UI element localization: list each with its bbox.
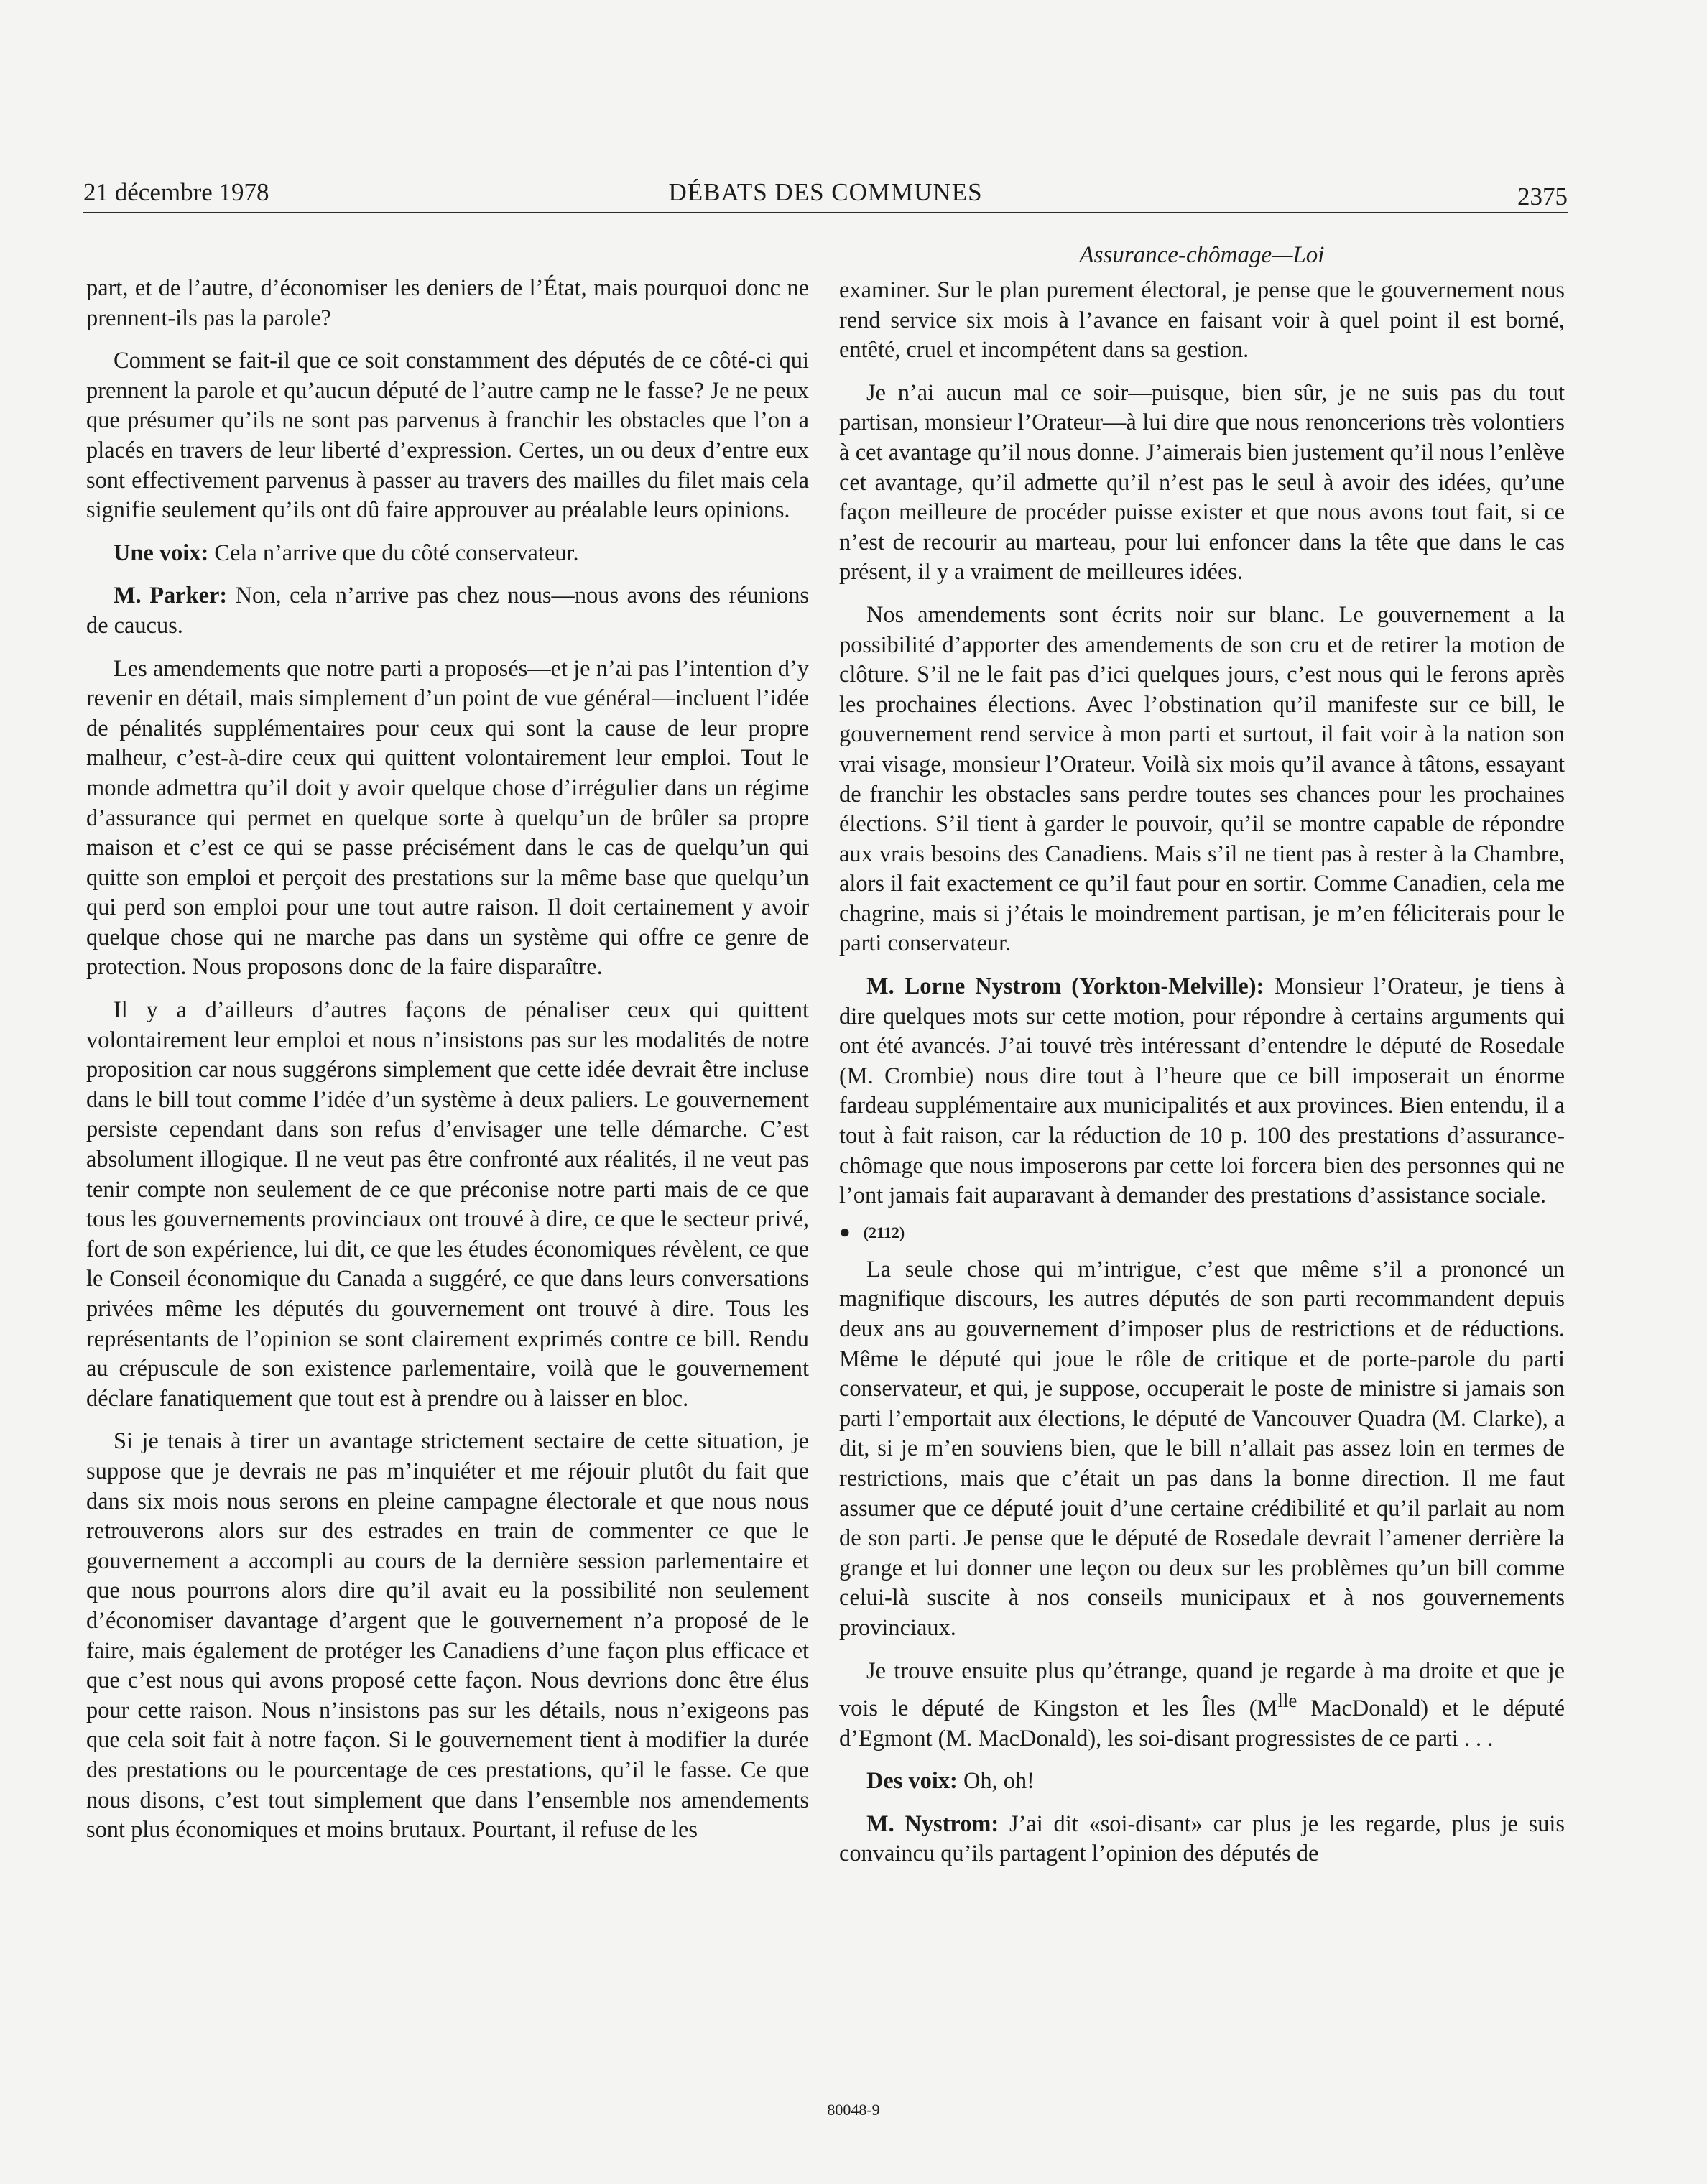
paragraph (839, 1657, 1565, 1754)
running-header (83, 172, 1568, 213)
time-marker (839, 1220, 1565, 1245)
speech-text: Monsieur l’Orateur, je tiens à dire quelques mots sur cette motion, pour répondre à certains arguments qui ont été avancés. J’ai touvé très intéressant d’entendre le député de Rosedale (M. Crombie) nous dire tout à l’heure que ce bill imposerait un énorme fardeau supplémentaire aux municipalités et aux provinces. Bien entendu, il a tout à fait raison, car la réduction de 10 p. 100 des prestations d’assurance-chômage que nous imposerons par cette loi forcera bien des personnes qui ne l’ont jamais fait auparavant à demander des prestations d’assistance sociale. (839, 973, 1565, 1209)
time-marker-text: (2112) (863, 1223, 905, 1241)
speech-text: Non, cela n’arrive pas chez nous—nous avons des réunions de caucus. (86, 583, 809, 639)
paragraph: Comment se fait-il que ce soit constamment des députés de ce côté-ci qui prennent la parole et qu’aucun député de l’autre camp ne le fasse? Je ne peux que présumer qu’ils ne sont pas parvenus à franchir les obstacles que l’on a placés en travers de leur liberté d’expression. Certes, un ou deux d’entre eux sont effectivement parvenus à passer au travers des mailles du filet mais cela signifie seulement qu’ils ont dû faire approuver au préalable leurs opinions. (86, 348, 809, 524)
paragraph: Je n’ai aucun mal ce soir—puisque, bien sûr, je ne suis pas du tout partisan, monsieur l’Orateur—à lui dire que nous renoncerions très volontiers à cet avantage qu’il nous donne. J’aimerais bien justement qu’il nous l’enlève cet avantage, qu’il admette qu’il n’est pas le seul à avoir des idées, qu’une façon meilleure de procéder puisse exister et que nous avons tout fait, si ce n’est de recourir au marteau, pour lui enfoncer dans la tête que dans le cas présent, il y a vraiment de meilleures idées. (839, 379, 1565, 586)
paragraph: examiner. Sur le plan purement électoral, je pense que le gouvernement nous rend service six mois à l’avance en faisant voir à quel point il est borné, entêté, cruel et incompétent dans sa gestion. (839, 277, 1565, 364)
page-number: 2375 (1517, 182, 1568, 210)
speaker-name: Une voix: (114, 540, 209, 566)
speaker-name: M. Lorne Nystrom (Yorkton-Melville): (866, 973, 1264, 1000)
paragraph: Nos amendements sont écrits noir sur blanc. Le gouvernement a la possibilité d’apporter des amendements de son cru et de retirer la motion de clôture. S’il ne le fait pas d’ici quelques jours, c’est nous qui le ferons après les prochaines élections. Avec l’obstination qu’il manifeste sur ce bill, le gouvernement rend service à mon parti et surtout, il fait voir à la nation son vrai visage, monsieur l’Orateur. Voilà six mois qu’il avance à tâtons, essayant de franchir les obstacles sans perdre toutes ses chances pour les prochaines élections. S’il tient à garder le pouvoir, qu’il se montre capable de répondre aux vrais besoins des Canadiens. Mais s’il ne tient pas à rester à la Chambre, alors il fait exactement ce qu’il faut pour en sortir. Comme Canadien, cela me chagrine, mais si j’étais le moindrement partisan, je m’en féliciterais pour le parti conservateur. (839, 601, 1565, 957)
paragraph: Il y a d’ailleurs d’autres façons de pénaliser ceux qui quittent volontairement leur emploi et nous n’insistons pas sur les modalités de notre proposition car nous suggérons simplement que cette idée devrait être incluse dans le bill tout comme l’idée d’un système à deux paliers. Le gouvernement persiste cependant dans son refus d’envisager une telle démarche. C’est absolument illogique. Il ne veut pas être confronté aux réalités, il ne veut pas tenir compte non seulement de ce que préconise notre parti mais de ce que tous les gouvernements provinciaux ont trouvé à dire, ce que le secteur privé, fort de son expérience, lui dit, ce que les études économiques révèlent, ce que le Conseil économique du Canada a suggéré, ce que dans leurs conversations privées même les députés du gouvernement ont trouvé à dire. Tous les représentants de l’opinion se sont clairement exprimés contre ce bill. Rendu au crépuscule de son existence parlementaire, voilà que le gouvernement déclare fanatiquement que tout est à prendre ou à laisser en bloc. (86, 997, 809, 1412)
speaker-name: M. Nystrom: (866, 1810, 999, 1837)
speech-text: Oh, oh! (957, 1768, 1035, 1795)
bullet-icon: ● (839, 1221, 851, 1242)
speech-text: J’ai dit «soi-disant» car plus je les regarde, plus je suis convaincu qu’ils partagent l’opinion des députés de (839, 1810, 1565, 1867)
paragraph: part, et de l’autre, d’économiser les deniers de l’État, mais pourquoi donc ne prennent-ils pas la parole? (86, 275, 809, 331)
speaker-name: M. Parker: (114, 583, 228, 609)
section-title: Assurance-chômage—Loi (1079, 242, 1325, 268)
speaker-name: Des voix: (866, 1768, 958, 1795)
superscript: lle (1277, 1690, 1297, 1712)
speech (839, 1810, 1565, 1869)
speech (86, 539, 809, 569)
paragraph: Les amendements que notre parti a proposés—et je n’ai pas l’intention d’y revenir en détail, mais simplement d’un point de vue général—incluent l’idée de pénalités supplémentaires pour ceux qui sont la cause de leur propre malheur, c’est-à-dire ceux qui quittent volontairement leur emploi. Tout le monde admettra qu’il doit y avoir quelque chose d’irrégulier dans un régime d’assurance qui permet en quelque sorte à quelqu’un de brûler sa propre maison et c’est ce qui se passe précisément dans le cas de quelqu’un qui quitte son emploi et perçoit des prestations sur la même base que quelqu’un qui perd son emploi pour une tout autre raison. Il doit certainement y avoir quelque chose qui ne marche pas dans un système qui offre ce genre de protection. Nous proposons donc de la faire disparaître. (86, 655, 809, 981)
paragraph-text: Je trouve ensuite plus qu’étrange, quand je regarde à ma droite et que je vois le député de Kingston et les Îles (M (839, 1657, 1565, 1721)
left-column (86, 274, 809, 1859)
speech (86, 581, 809, 641)
speech-text: Cela n’arrive que du côté conservateur. (208, 540, 579, 566)
header-rule (83, 212, 1568, 213)
footer-code: 80048-9 (827, 2101, 880, 2119)
header-title: DÉBATS DES COMMUNES (668, 178, 983, 206)
speech (839, 1767, 1565, 1797)
paragraph: La seule chose qui m’intrigue, c’est que même s’il a prononcé un magnifique discours, les autres députés de son parti recommandent depuis deux ans au gouvernement d’imposer plus de restrictions et de réductions. Même le député qui joue le rôle de critique et de porte-parole du parti conservateur, et qui, je suppose, occuperait le poste de ministre si jamais son parti l’emportait aux élections, le député de Vancouver Quadra (M. Clarke), a dit, si je m’en souviens bien, que le bill n’allait pas assez loin en termes de restrictions, mais que c’était un pas dans la bonne direction. Il me faut assumer que ce député jouit d’une certaine crédibilité et qu’il parlait au nom de son parti. Je pense que le député de Rosedale devrait l’amener derrière la grange et lui donner une leçon ou deux sur les problèmes qu’un bill comme celui-là suscite à nos conseils municipaux et à nos gouvernements provinciaux. (839, 1256, 1565, 1641)
paragraph-text: MacDonald) et le député d’Egmont (M. MacDonald), les soi-disant progressistes de ce parti . . . (839, 1695, 1565, 1752)
right-column (839, 276, 1565, 1882)
header-date: 21 décembre 1978 (83, 178, 269, 206)
speech (839, 972, 1565, 1211)
paragraph: Si je tenais à tirer un avantage strictement sectaire de cette situation, je suppose que je devrais ne pas m’inquiéter et me réjouir plutôt du fait que dans six mois nous serons en pleine campagne électorale et que nous nous retrouverons alors sur des estrades en train de commenter ce que le gouvernement a accompli au cours de la dernière session parlementaire et que nous pourrons alors dire qu’il avait eu la possibilité non seulement d’économiser davantage d’argent que le gouvernement n’a proposé de le faire, mais également de protéger les Canadiens d’une façon plus efficace et que c’est nous qui avons proposé cette façon. Nous devrions donc être élus pour cette raison. Nous n’insistons pas sur les détails, nous n’exigeons pas que cela soit fait à notre façon. Si le gouvernement tient à modifier la durée des prestations ou le pourcentage de ces prestations, qu’il le fasse. Ce que nous disons, c’est tout simplement que dans l’ensemble nos amendements sont plus économiques et moins brutaux. Pourtant, il refuse de les (86, 1428, 809, 1843)
